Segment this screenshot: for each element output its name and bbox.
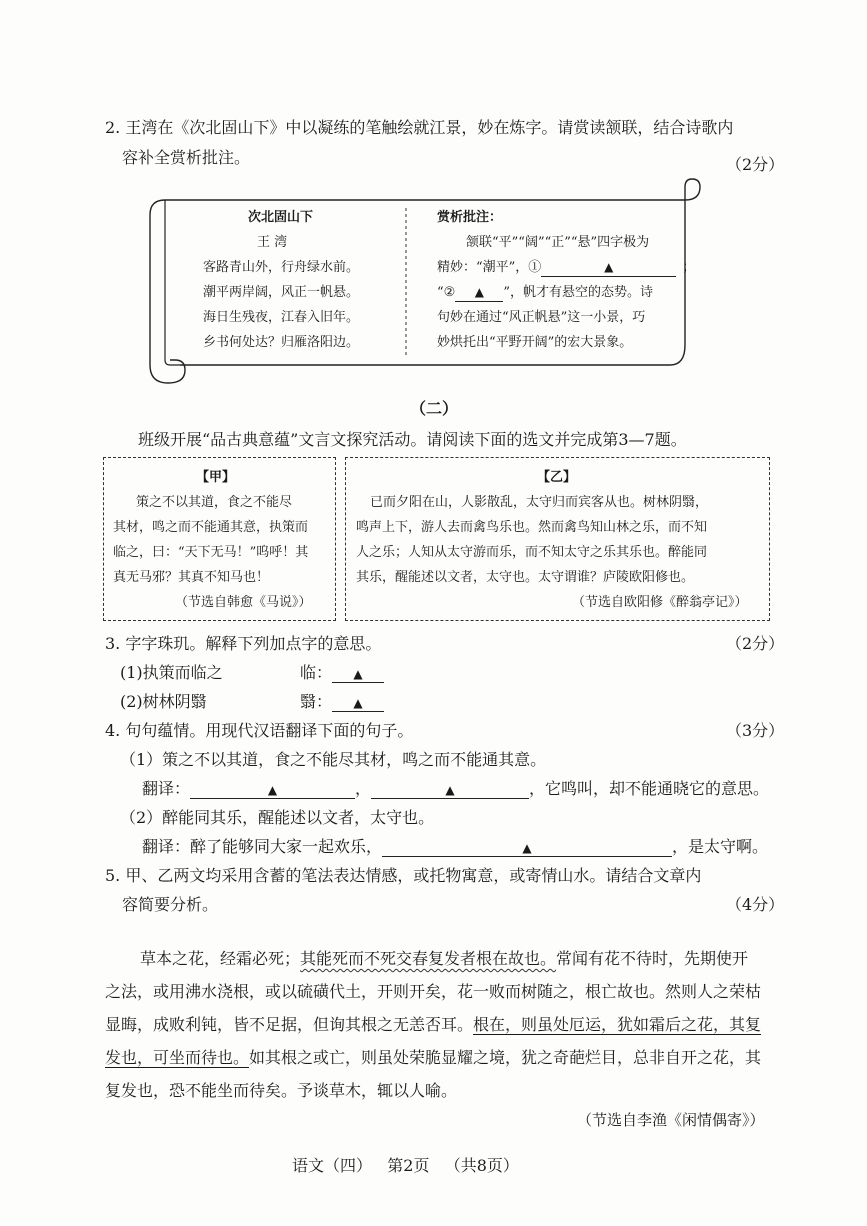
q5-score: （4分） bbox=[726, 895, 785, 914]
note-line-2: 精妙：“潮平”，① ▲ ； bbox=[437, 260, 696, 275]
q2-line2: 容补全赏析批注。 bbox=[122, 148, 251, 167]
jia-line-1: 策之不以其道，食之不能尽 bbox=[136, 495, 293, 510]
q5-line2: 容简要分析。 bbox=[122, 895, 219, 914]
jia-label: 【甲】 bbox=[196, 470, 236, 485]
answer-blank-1[interactable]: ▲ bbox=[541, 258, 676, 277]
yi-line-2: 鸣声上下，游人去而禽鸟乐也。然而禽鸟知山林之乐，而不知 bbox=[356, 520, 708, 535]
q4-blank-1[interactable]: ▲ bbox=[190, 780, 355, 799]
q3-item2-answer: 翳： ▲ bbox=[300, 690, 384, 714]
excerpt-line-2: 之法，或用沸水浇根，或以硫磺代土，开则开矣，花一败而树随之，根亡故也。然则人之荣枯 bbox=[105, 982, 762, 1001]
q5-line1: 5. 甲、乙两文均采用含蓄的笔法表达情感，或托物寓意，或寄情山水。请结合文章内 bbox=[105, 866, 702, 885]
q3-item2: (2)树林阴翳 bbox=[120, 692, 207, 711]
poem-line-3: 海日生残夜，江春入旧年。 bbox=[203, 310, 360, 325]
yi-source: （节选自欧阳修《醉翁亭记》） bbox=[572, 595, 748, 610]
excerpt-source: （节选自李渔《闲情偶寄》） bbox=[577, 1111, 765, 1129]
q3-score: （2分） bbox=[726, 634, 785, 653]
q3-blank-1[interactable]: ▲ bbox=[332, 664, 384, 683]
q4-blank-3[interactable]: ▲ bbox=[382, 838, 672, 857]
poem-line-1: 客路青山外，行舟绿水前。 bbox=[203, 260, 360, 275]
excerpt-line-3: 显晦，成败利钝，皆不足据，但询其根之无恙否耳。根在，则虽处厄运，犹如霜后之花，其复 bbox=[105, 1015, 762, 1034]
q3-blank-2[interactable]: ▲ bbox=[332, 693, 384, 712]
jia-line-3: 临之，曰：“天下无马！”呜呼！其 bbox=[113, 545, 309, 560]
note-line-4: 句妙在通过“风正帆悬”这一小景，巧 bbox=[437, 310, 646, 325]
poem-line-2: 潮平两岸阔，风正一帆悬。 bbox=[203, 285, 360, 300]
note-label: 赏析批注： bbox=[437, 210, 503, 225]
jia-source: （节选自韩愈《马说》） bbox=[175, 595, 312, 610]
q4-blank-2[interactable]: ▲ bbox=[371, 780, 529, 799]
excerpt-line-5: 复发也，恐不能坐而待矣。予谈草木，辄以人喻。 bbox=[105, 1081, 458, 1100]
section-intro: 班级开展“品古典意蕴”文言文探究活动。请阅读下面的选文并完成第3—7题。 bbox=[138, 430, 687, 449]
page-footer: 语文（四） 第2页 （共8页） bbox=[292, 1156, 519, 1175]
poem-title: 次北固山下 bbox=[248, 210, 314, 225]
q4-score: （3分） bbox=[726, 721, 785, 740]
yi-line-4: 其乐，醒能述以文者，太守也。太守谓谁？庐陵欧阳修也。 bbox=[356, 570, 695, 585]
jia-line-2: 其材，鸣之而不能通其意，执策而 bbox=[113, 520, 309, 535]
q4-translation-1: 翻译： ▲ ， ▲ ，它鸣叫，却不能通晓它的意思。 bbox=[142, 779, 770, 798]
q3-item1-answer: 临： ▲ bbox=[300, 661, 384, 685]
poem-author: 王 湾 bbox=[257, 235, 288, 250]
q2-line1: 2. 王湾在《次北固山下》中以凝练的笔触绘就江景，妙在炼字。请赏读颔联，结合诗歌内 bbox=[105, 118, 734, 137]
q4-translation-2: 翻译：醉了能够同大家一起欢乐， ▲ ，是太守啊。 bbox=[142, 837, 769, 856]
q2-score: （2分） bbox=[726, 155, 785, 174]
yi-line-1: 已而夕阳在山，人影散乱，太守归而宾客从也。树林阴翳， bbox=[370, 495, 709, 510]
jia-line-4: 真无马邪？其真不知马也！ bbox=[113, 570, 270, 585]
q4-sentence-1: （1）策之不以其道，食之不能尽其材，鸣之而不能通其意。 bbox=[120, 750, 547, 769]
note-line-1: 颔联“平”“阔”“正”“悬”四字极为 bbox=[466, 235, 650, 250]
yi-line-3: 人之乐；人知从太守游而乐，而不知太守之乐其乐也。醉能同 bbox=[356, 545, 708, 560]
note-line-3: “② ▲ ”，帆才有悬空的态势。诗 bbox=[437, 285, 653, 300]
answer-blank-2[interactable]: ▲ bbox=[455, 283, 503, 302]
excerpt-line-4: 发也，可坐而待也。如其根之或亡，则虽处荣脆显耀之境，犹之奇葩烂目，总非自开之花，其 bbox=[105, 1048, 762, 1067]
excerpt-line-1: 草本之花，经霜必死；其能死而不死交春复发者根在故也。常闻有花不待时，先期使开 bbox=[140, 949, 749, 968]
section-heading: （二） bbox=[410, 399, 459, 418]
q4-sentence-2: （2）醉能同其乐，醒能述以文者，太守也。 bbox=[120, 808, 435, 827]
q4-stem: 4. 句句蕴情。用现代汉语翻译下面的句子。 bbox=[105, 721, 414, 740]
note-line-5: 妙烘托出“平野开阔”的宏大景象。 bbox=[437, 335, 633, 350]
q3-item1: (1)执策而临之 bbox=[120, 663, 223, 682]
q3-stem: 3. 字字珠玑。解释下列加点字的意思。 bbox=[105, 634, 382, 653]
poem-line-4: 乡书何处达？归雁洛阳边。 bbox=[203, 335, 360, 350]
yi-label: 【乙】 bbox=[537, 470, 577, 485]
